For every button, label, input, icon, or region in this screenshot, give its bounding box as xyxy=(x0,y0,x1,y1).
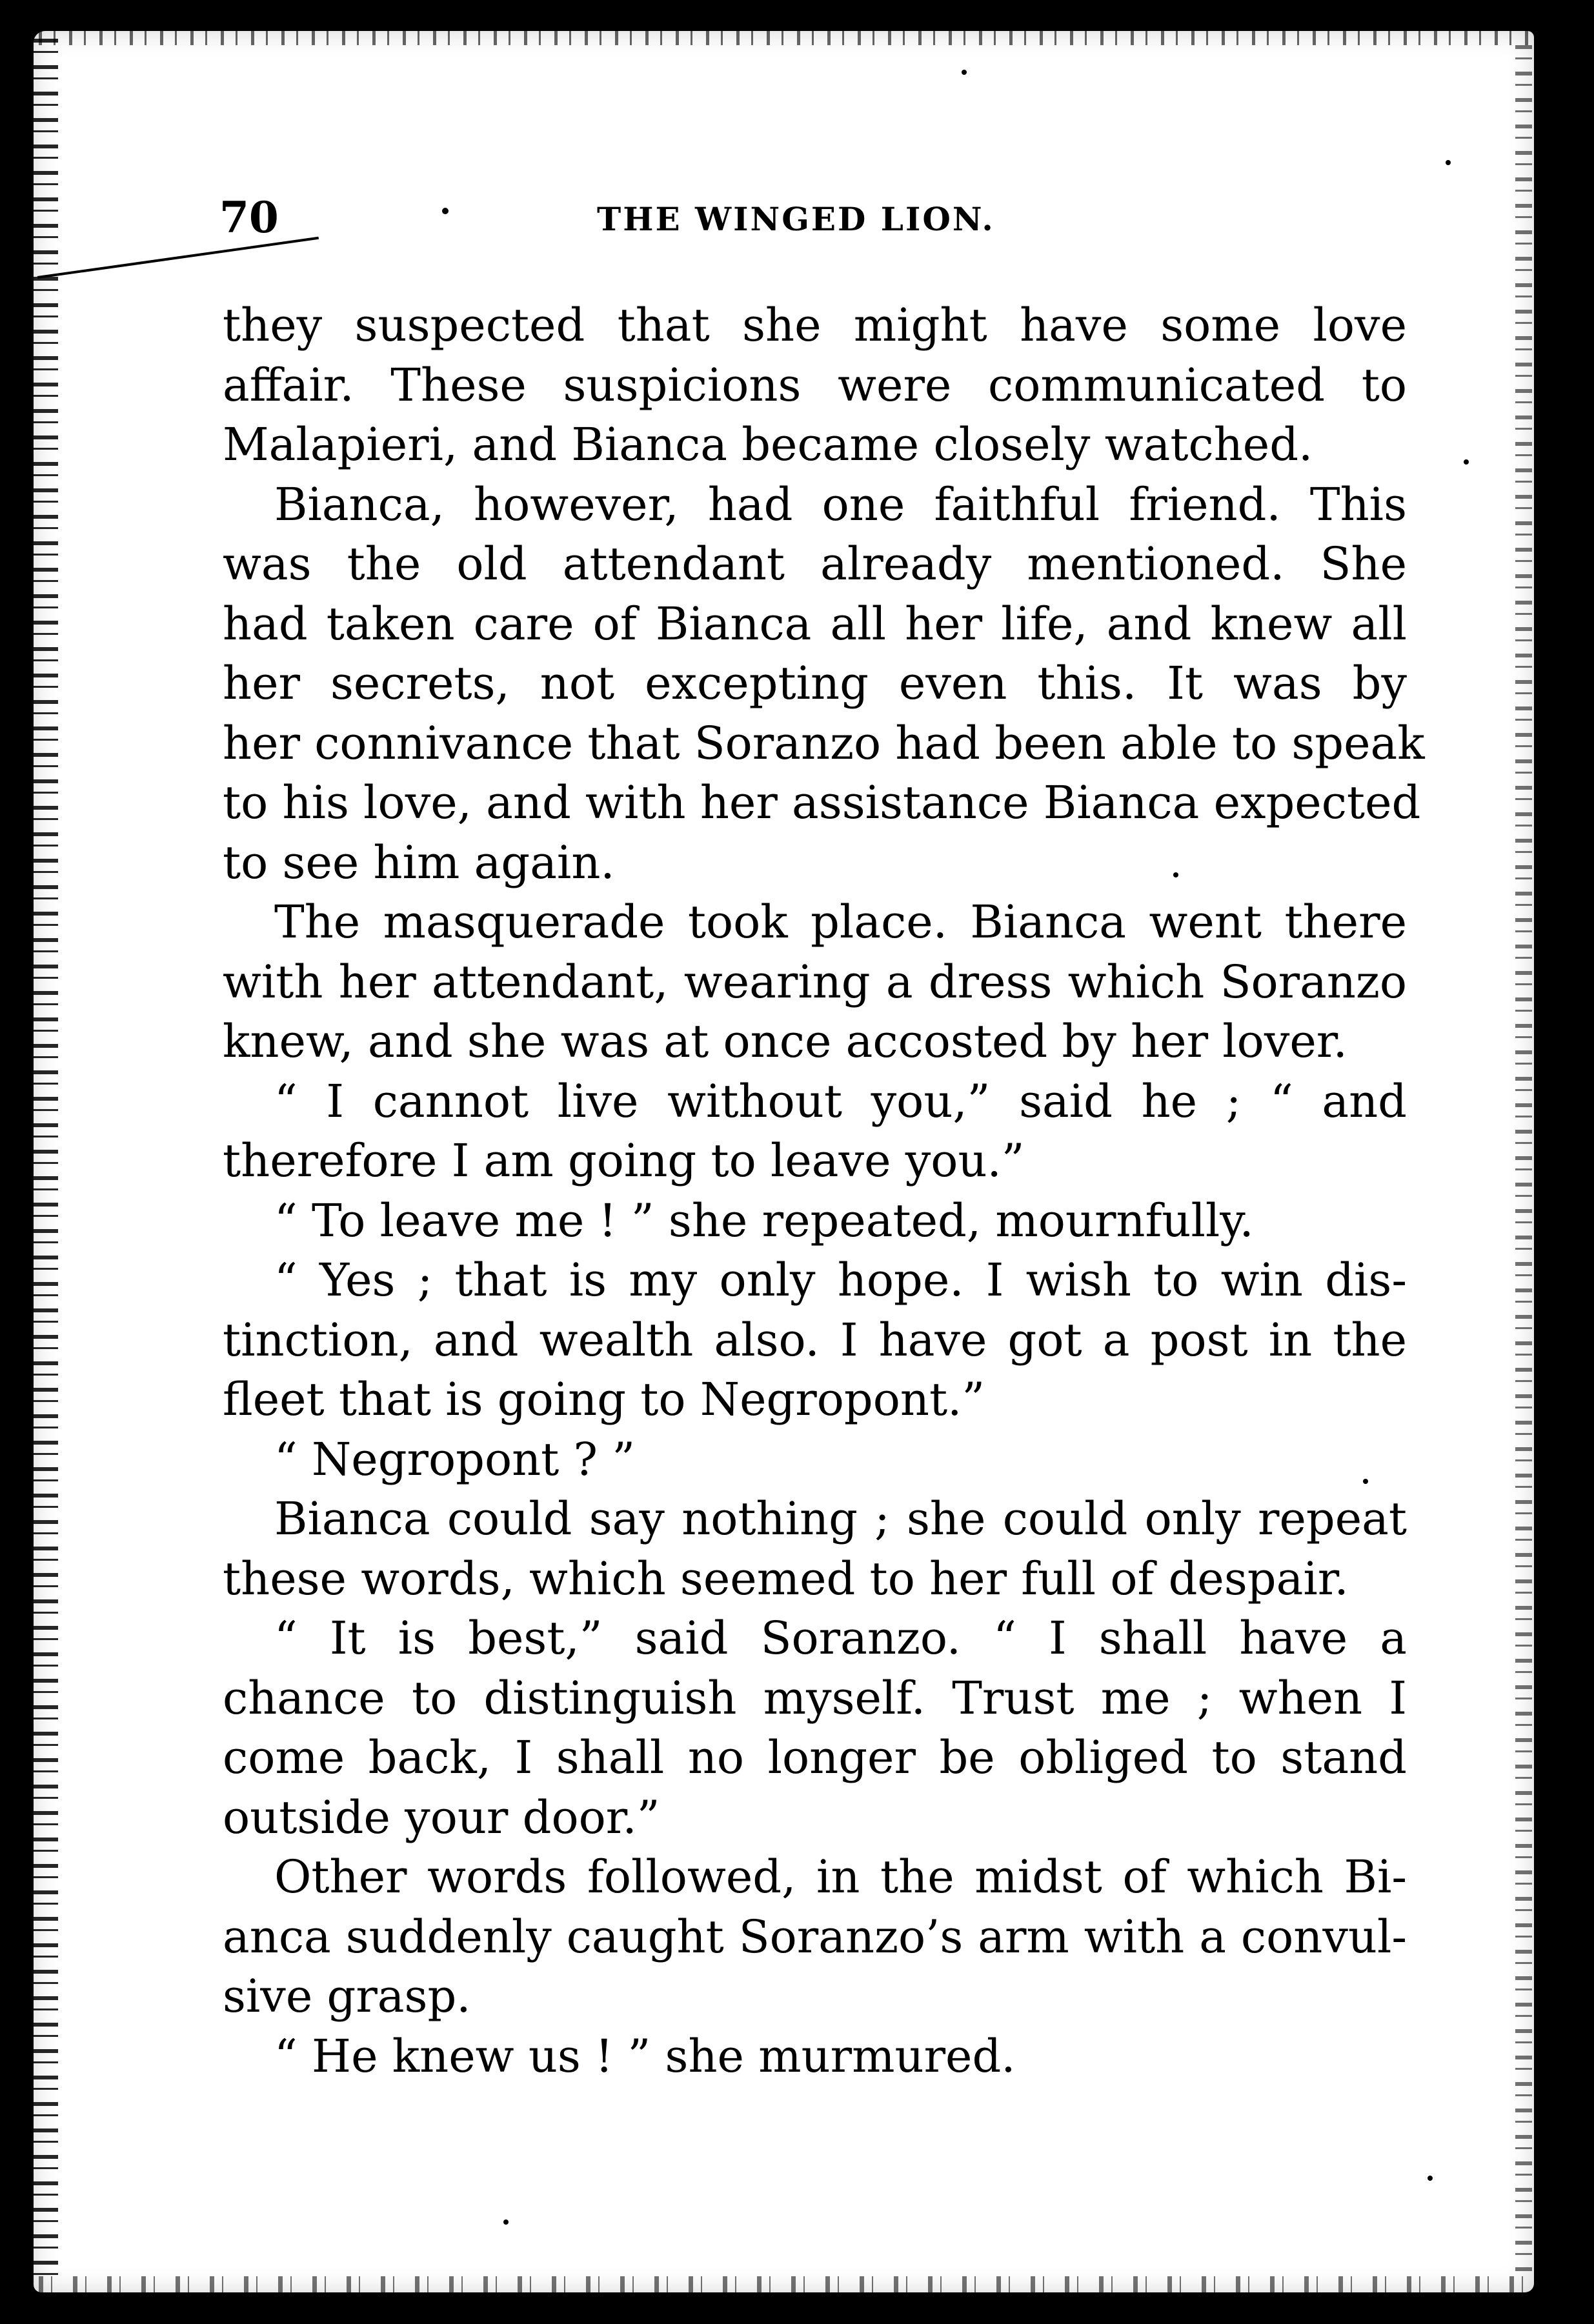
text-line: to see him again. xyxy=(223,836,615,889)
text-line: “ Negropont ? ” xyxy=(274,1432,636,1486)
page-edge-left xyxy=(34,39,58,2284)
speck xyxy=(1173,872,1178,877)
text-line: these words, which seemed to her full of despair. xyxy=(223,1552,1349,1605)
text-line: “ Yes ; that is my only hope. I wish to win dis- xyxy=(274,1254,1407,1307)
text-line: sive grasp. xyxy=(223,1970,471,2023)
page-number: 70 xyxy=(219,192,279,243)
text-line: chance to distinguish myself. Trust me ; when I xyxy=(223,1671,1407,1725)
body-text xyxy=(223,296,1425,2086)
page-edge-top xyxy=(39,31,1529,45)
page-header xyxy=(219,188,1045,246)
speck xyxy=(503,2219,509,2225)
text-line: her secrets, not excepting even this. It was by xyxy=(223,657,1407,710)
running-title: THE WINGED LION. xyxy=(597,200,995,238)
text-line: therefore I am going to leave you.” xyxy=(223,1134,1025,1187)
speck xyxy=(1464,459,1469,465)
text-line: tinction, and wealth also. I have got a post in the xyxy=(223,1313,1407,1367)
text-line: had taken care of Bianca all her life, and knew all xyxy=(223,597,1407,650)
text-line: her connivance that Soranzo had been able to speak xyxy=(223,716,1425,770)
page-edge-bottom xyxy=(39,2276,1529,2294)
text-line: “ It is best,” said Soranzo. “ I shall have a xyxy=(274,1612,1407,1665)
text-line: anca suddenly caught Soranzo’s arm with a convul- xyxy=(223,1910,1407,1963)
text-line: outside your door.” xyxy=(223,1790,660,1844)
text-line: to his love, and with her assistance Bianca expected xyxy=(223,776,1421,829)
speck xyxy=(1428,2176,1433,2181)
text-line: Other words followed, in the midst of which Bi- xyxy=(274,1850,1407,1903)
text-line: was the old attendant already mentioned. She xyxy=(223,537,1407,590)
text-line: knew, and she was at once accosted by her lover. xyxy=(223,1015,1347,1068)
page-edge-right xyxy=(1515,45,1532,2278)
text-line: they suspected that she might have some love xyxy=(223,299,1407,352)
text-line: “ To leave me ! ” she repeated, mournfully. xyxy=(274,1194,1254,1247)
text-line: “ He knew us ! ” she murmured. xyxy=(274,2029,1016,2083)
text-line: come back, I shall no longer be obliged to stand xyxy=(223,1731,1407,1784)
text-line: Bianca, however, had one faithful friend. This xyxy=(274,477,1407,531)
speck xyxy=(1446,160,1451,165)
text-line: “ I cannot live without you,” said he ; “ and xyxy=(274,1074,1407,1128)
text-line: Malapieri, and Bianca became closely watched. xyxy=(223,418,1313,471)
text-line: Bianca could say nothing ; she could only repeat xyxy=(274,1492,1407,1545)
header-dot xyxy=(442,208,449,214)
text-line: with her attendant, wearing a dress which Soranzo xyxy=(223,955,1407,1008)
speck xyxy=(962,70,967,75)
text-line: affair. These suspicions were communicated to xyxy=(223,358,1407,412)
speck xyxy=(1363,1479,1368,1484)
text-line: fleet that is going to Negropont.” xyxy=(223,1373,985,1426)
text-line: The masquerade took place. Bianca went there xyxy=(274,896,1407,948)
